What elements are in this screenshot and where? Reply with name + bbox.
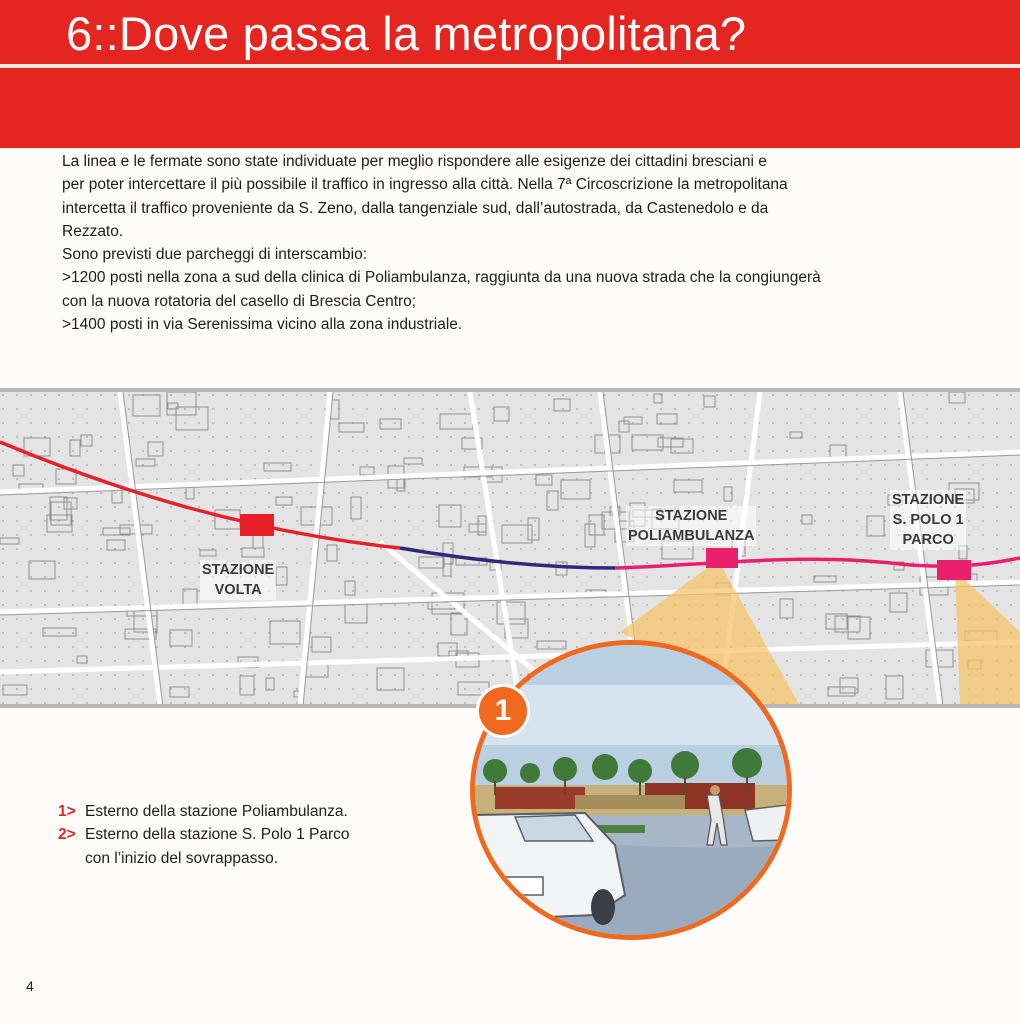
- caption-text: [85, 823, 350, 870]
- caption-2: [58, 823, 350, 870]
- captions: [58, 800, 350, 870]
- page-number: 4: [26, 978, 34, 994]
- station-marker-spolo: [937, 560, 971, 580]
- intro-line: Sono previsti due parcheggi di interscambio:: [62, 246, 368, 264]
- caption-1: [58, 800, 350, 823]
- intro-paragraph: [62, 150, 974, 336]
- caption-text: [85, 800, 348, 823]
- station-label-line: POLIAMBULANZA: [628, 528, 755, 544]
- intro-text: [62, 150, 974, 336]
- station-illustration-drawing: [475, 645, 787, 935]
- intro-line: intercetta il traffico proveniente da S. Zeno, dalla tangenziale sud, dall’autostrada, da Castenedolo e da: [62, 199, 769, 217]
- station-label-line: VOLTA: [214, 582, 262, 598]
- intro-line: con la nuova rotatoria del casello di Brescia Centro;: [62, 292, 417, 310]
- map-graphic: [0, 392, 1020, 706]
- header-divider: [0, 64, 1020, 68]
- station-label-line: STAZIONE: [655, 508, 728, 524]
- station-label-line: STAZIONE: [202, 562, 275, 578]
- caption-line: Esterno della stazione Poliambulanza.: [85, 803, 348, 820]
- caption-number: 1>: [58, 803, 76, 820]
- page-title: 6::Dove passa la metropolitana?: [66, 7, 747, 60]
- caption-line: con l’inizio del sovrappasso.: [85, 849, 278, 867]
- caption-number: 2>: [58, 826, 76, 844]
- station-label-line: S. POLO 1: [892, 512, 964, 528]
- intro-line: Rezzato.: [62, 222, 124, 240]
- intro-line: La linea e le fermate sono state individuate per meglio rispondere alle esigenze dei cittadini bresciani e: [62, 153, 767, 170]
- station-label-line: PARCO: [902, 532, 954, 548]
- station-illustration: [470, 640, 792, 940]
- metro-map: [0, 392, 1020, 706]
- intro-line: per poter intercettare il più possibile il traffico in ingresso alla città. Nella 7ª Circoscrizione la metropolitana: [62, 176, 788, 194]
- station-marker-poliambulanza: [706, 548, 738, 568]
- station-label-volta: [200, 560, 276, 600]
- station-label-spolo: [890, 490, 966, 550]
- intro-line: >1400 posti in via Serenissima vicino alla zona industriale.: [62, 316, 463, 334]
- station-label-poliambulanza: [626, 506, 756, 546]
- station-label-line: STAZIONE: [892, 492, 965, 508]
- illustration-number-badge: 1: [476, 684, 530, 738]
- header-band: [0, 0, 1020, 148]
- station-marker-volta: [240, 514, 274, 536]
- intro-line: >1200 posti nella zona a sud della clinica di Poliambulanza, raggiunta da una nuova strada che la congiungerà: [62, 269, 821, 287]
- caption-line: Esterno della stazione S. Polo 1 Parco: [85, 826, 350, 844]
